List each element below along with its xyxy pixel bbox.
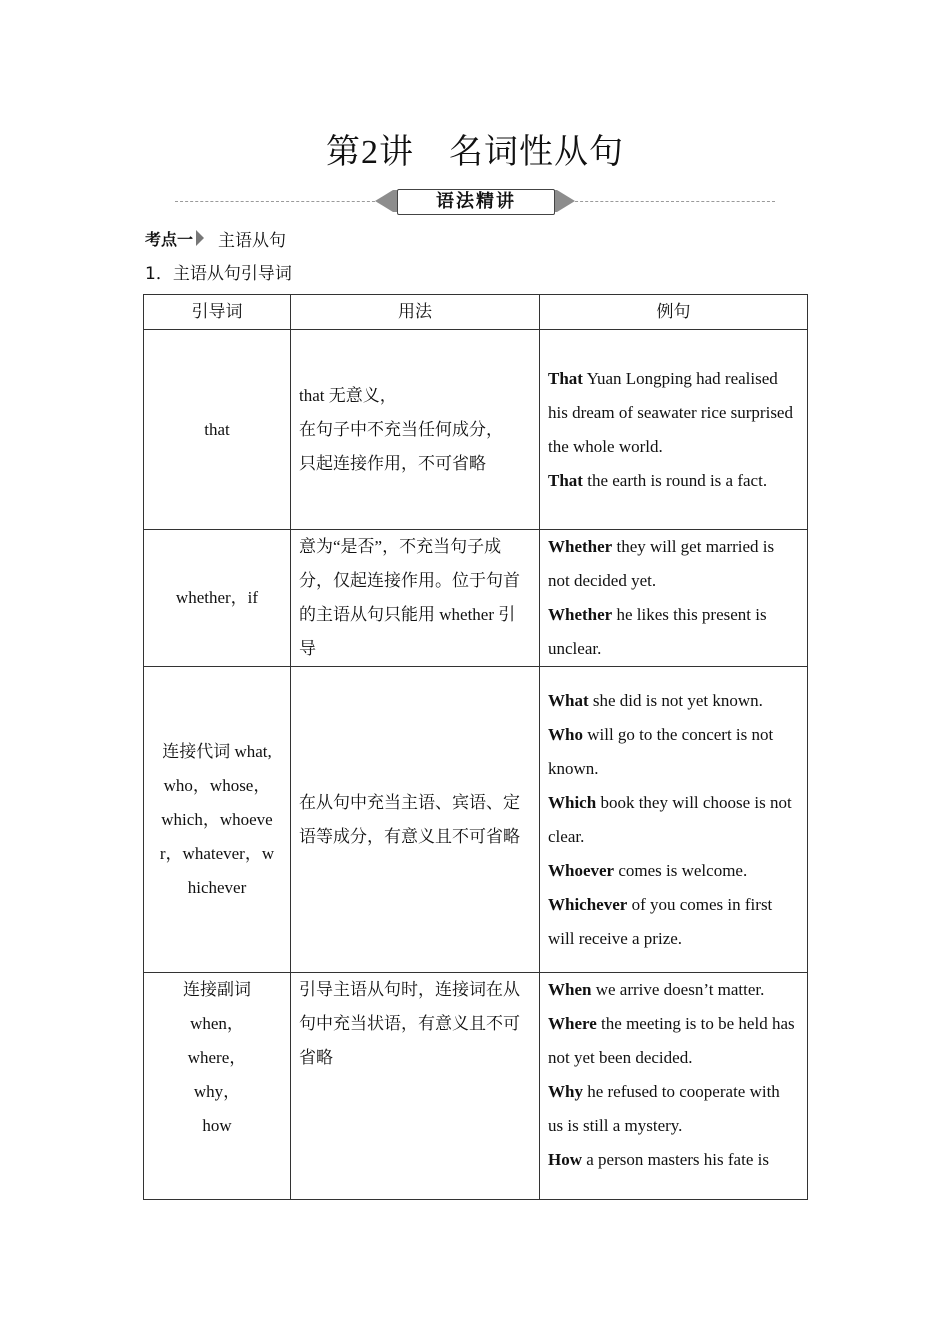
example-keyword: How — [548, 1150, 582, 1169]
example-keyword: Whichever — [548, 894, 628, 914]
example-keyword: Whoever — [548, 860, 615, 880]
banner-box — [375, 186, 575, 216]
example-sentence — [548, 464, 799, 498]
example-rest: he refused to cooperate with us is still a mystery. — [548, 1082, 780, 1135]
conjunction-line: who，whose， — [163, 775, 271, 795]
example-sentence — [548, 1007, 799, 1075]
conjunction-line: r，whatever，w — [159, 843, 275, 863]
banner-label: 语法精讲 — [397, 189, 555, 215]
example-sentence — [548, 888, 799, 956]
conjunction-line: how — [202, 1116, 232, 1135]
conjunction-line: 连接代词 what, — [162, 741, 272, 761]
example-sentence — [548, 684, 799, 718]
conjunction-cell — [144, 973, 291, 1200]
header-usage: 用法 — [291, 295, 540, 330]
usage-cell — [291, 530, 540, 667]
conjunction-line: that — [204, 419, 230, 439]
example-rest: the meeting is to be held has not yet been decided. — [548, 1014, 795, 1067]
example-keyword: When — [548, 980, 592, 999]
example-keyword: Where — [548, 1014, 597, 1033]
conjunction-line: 连接副词 — [183, 980, 251, 999]
conjunction-cell — [144, 330, 291, 530]
conjunction-line: hichever — [187, 877, 247, 897]
conjunction-line: where， — [187, 1048, 247, 1067]
example-rest: we arrive doesn’t matter. — [591, 980, 765, 999]
example-sentence — [548, 786, 799, 854]
exam-point-text: 主语从句 — [218, 230, 287, 251]
usage-line: 意为“是否”，不充当句子成分，仅起连接作用。位于句首的主语从句只能用 whether 引导 — [299, 537, 520, 658]
example-keyword: Whether — [548, 605, 613, 624]
banner-divider-left — [175, 201, 380, 202]
example-sentence — [548, 1143, 799, 1177]
conjunction-cell — [144, 530, 291, 667]
conjunction-cell — [144, 667, 291, 973]
example-rest: they will get married is not decided yet. — [548, 537, 775, 590]
example-sentence — [548, 362, 799, 464]
example-cell — [540, 530, 808, 667]
conjunction-line: when， — [190, 1014, 244, 1033]
section-banner — [175, 186, 775, 216]
example-sentence — [548, 973, 799, 1007]
header-example: 例句 — [540, 295, 808, 330]
example-keyword: Which — [548, 792, 597, 812]
conjunction-line: why， — [193, 1082, 241, 1101]
example-keyword: That — [548, 470, 583, 490]
example-keyword: What — [548, 690, 589, 710]
example-sentence — [548, 598, 799, 666]
usage-cell — [291, 973, 540, 1200]
usage-line: 引导主语从句时，连接词在从句中充当状语，有意义且不可省略 — [299, 980, 520, 1067]
header-conjunction: 引导词 — [144, 295, 291, 330]
point-marker-icon — [196, 230, 204, 246]
table-row — [144, 973, 808, 1200]
example-rest: Yuan Longping had realised his dream of seawater rice surprised the whole world. — [548, 368, 793, 456]
table-row — [144, 330, 808, 530]
example-rest: a person masters his fate is — [582, 1150, 769, 1169]
example-rest: she did is not yet known. — [588, 690, 763, 710]
conjunction-line: which，whoeve — [161, 809, 273, 829]
usage-line: 只起连接作用，不可省略 — [299, 453, 486, 473]
example-sentence — [548, 718, 799, 786]
conjunction-line: whether，if — [175, 588, 259, 607]
page-title: 第2讲 名词性从句 — [326, 134, 624, 171]
example-rest: will go to the concert is not known. — [548, 724, 774, 778]
example-rest: the earth is round is a fact. — [582, 470, 768, 490]
exam-point-label: 考点一 — [145, 229, 194, 249]
example-sentence — [548, 1075, 799, 1143]
table-row — [144, 667, 808, 973]
example-keyword: Whether — [548, 537, 613, 556]
usage-cell — [291, 330, 540, 530]
example-keyword: Who — [548, 724, 583, 744]
example-rest: he likes this present is unclear. — [548, 605, 767, 658]
example-cell — [540, 330, 808, 530]
usage-cell — [291, 667, 540, 973]
conjunction-table — [143, 294, 808, 1200]
usage-line: 在从句中充当主语、宾语、定语等成分，有意义且不可省略 — [299, 792, 520, 846]
example-sentence — [548, 854, 799, 888]
exam-point — [145, 226, 286, 250]
example-rest: book they will choose is not clear. — [548, 792, 792, 846]
example-rest: comes is welcome. — [614, 860, 748, 880]
table-row — [144, 530, 808, 667]
example-cell — [540, 667, 808, 973]
usage-line: 在句子中不充当任何成分， — [299, 419, 503, 439]
subheading: 1．主语从句引导词 — [145, 264, 292, 284]
banner-divider-right — [570, 201, 775, 202]
example-keyword: That — [548, 368, 583, 388]
example-cell — [540, 973, 808, 1200]
example-keyword: Why — [548, 1082, 583, 1101]
example-rest: of you comes in first will receive a prize. — [548, 894, 773, 948]
table-header-row — [144, 295, 808, 330]
example-sentence — [548, 530, 799, 598]
usage-line: that 无意义， — [299, 385, 397, 405]
